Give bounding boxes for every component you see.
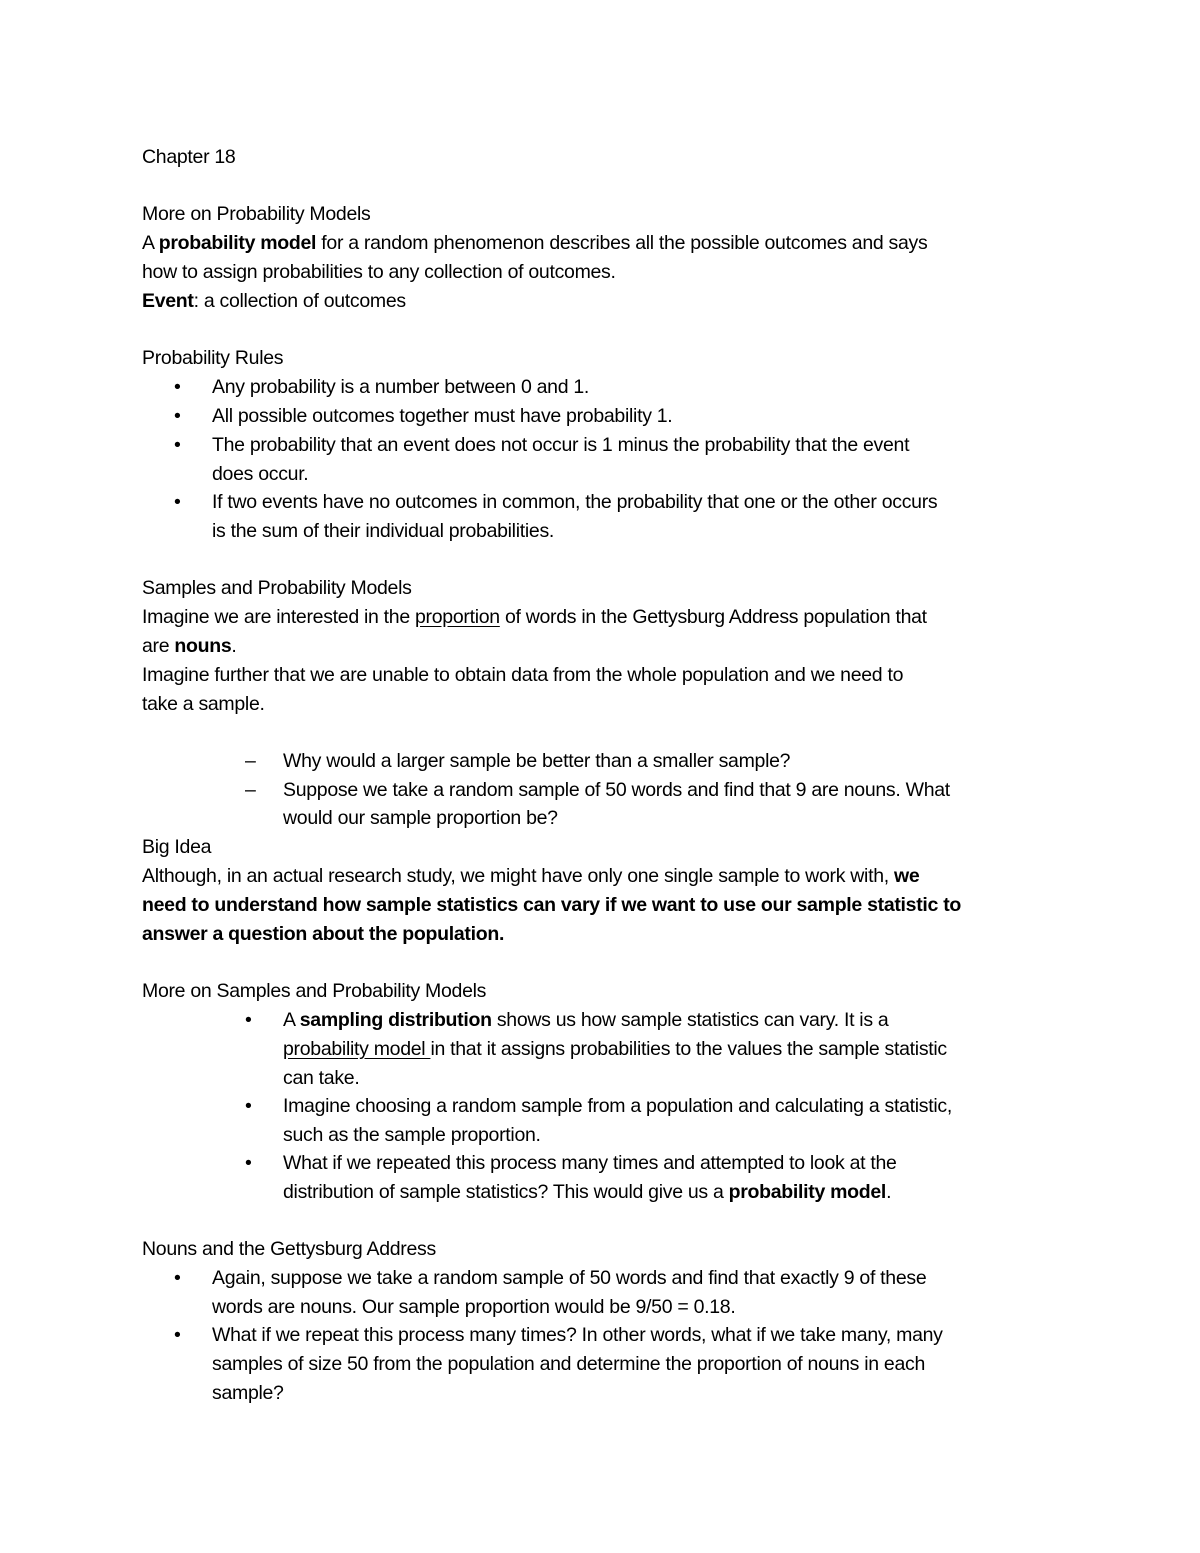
- question-1: Why would a larger sample be better than a smaller sample?: [283, 750, 791, 772]
- term-probability-model: probability model: [158, 232, 317, 254]
- term-event: Event: [142, 290, 194, 312]
- bullet-icon: •: [174, 376, 181, 398]
- text-run: .: [886, 1181, 892, 1203]
- repeated-process-line-1: What if we repeated this process many times and attempted to look at the: [283, 1152, 897, 1174]
- sampling-distribution-line-3: can take.: [283, 1067, 360, 1089]
- term-probability-model-bold: probability model: [728, 1181, 887, 1203]
- text-run: in that it assigns probabilities to the values the sample statistic: [430, 1038, 947, 1060]
- section-heading-probability-models: More on Probability Models: [142, 203, 371, 225]
- question-2-line-1: Suppose we take a random sample of 50 words and find that 9 are nouns. What: [283, 779, 950, 801]
- question-2-line-2: would our sample proportion be?: [283, 807, 558, 829]
- dash-icon: –: [245, 779, 256, 801]
- rule-3-line-2: does occur.: [212, 463, 309, 485]
- text-run: A: [283, 1009, 300, 1031]
- big-idea-line-2: need to understand how sample statistics can vary if we want to use our sample statistic to: [142, 894, 961, 916]
- again-suppose-line-2: words are nouns. Our sample proportion would be 9/50 = 0.18.: [212, 1296, 736, 1318]
- repeat-process-line-3: sample?: [212, 1382, 284, 1404]
- term-sampling-distribution: sampling distribution: [299, 1009, 492, 1031]
- chapter-title: Chapter 18: [142, 146, 236, 168]
- text-run: .: [231, 635, 237, 657]
- samples-paragraph-line-2: [142, 634, 237, 658]
- section-heading-nouns-gettysburg: Nouns and the Gettysburg Address: [142, 1238, 436, 1260]
- section-heading-probability-rules: Probability Rules: [142, 347, 284, 369]
- section-heading-big-idea: Big Idea: [142, 836, 212, 858]
- text-run: shows us how sample statistics can vary. It is a: [491, 1009, 889, 1031]
- samples-paragraph-line-3: Imagine further that we are unable to obtain data from the whole population and we need to: [142, 664, 904, 686]
- bold-text-run: we: [893, 865, 920, 887]
- repeat-process-line-2: samples of size 50 from the population and determine the proportion of nouns in each: [212, 1353, 926, 1375]
- probability-model-definition-line-1: [142, 231, 927, 255]
- bullet-icon: •: [245, 1152, 252, 1174]
- bullet-icon: •: [174, 405, 181, 427]
- again-suppose-line-1: Again, suppose we take a random sample of 50 words and find that exactly 9 of these: [212, 1267, 927, 1289]
- rule-2: All possible outcomes together must have probability 1.: [212, 405, 673, 427]
- sampling-distribution-line-2: [283, 1037, 947, 1061]
- big-idea-line-3: answer a question about the population.: [142, 923, 505, 945]
- bullet-icon: •: [174, 1324, 181, 1346]
- underlined-proportion: proportion: [415, 606, 500, 628]
- probability-model-definition-line-2: how to assign probabilities to any collection of outcomes.: [142, 261, 616, 283]
- rule-4-line-2: is the sum of their individual probabilities.: [212, 520, 555, 542]
- term-nouns: nouns: [174, 635, 232, 657]
- bullet-icon: •: [174, 1267, 181, 1289]
- repeat-process-line-1: What if we repeat this process many times? In other words, what if we take many, many: [212, 1324, 943, 1346]
- bullet-icon: •: [174, 491, 181, 513]
- text-run: are: [142, 635, 175, 657]
- event-definition: [142, 289, 406, 313]
- text-run: of words in the Gettysburg Address population that: [499, 606, 927, 628]
- sampling-distribution-line-1: [283, 1008, 888, 1032]
- big-idea-line-1: [142, 864, 919, 888]
- text-run: for a random phenomenon describes all the possible outcomes and says: [316, 232, 928, 254]
- bullet-icon: •: [174, 434, 181, 456]
- dash-icon: –: [245, 750, 256, 772]
- rule-4-line-1: If two events have no outcomes in common, the probability that one or the other occurs: [212, 491, 938, 513]
- rule-3-line-1: The probability that an event does not occur is 1 minus the probability that the event: [212, 434, 910, 456]
- imagine-choosing-line-1: Imagine choosing a random sample from a population and calculating a statistic,: [283, 1095, 952, 1117]
- text-run: : a collection of outcomes: [193, 290, 406, 312]
- imagine-choosing-line-2: such as the sample proportion.: [283, 1124, 541, 1146]
- text-run: Imagine we are interested in the: [142, 606, 416, 628]
- section-heading-samples: Samples and Probability Models: [142, 577, 412, 599]
- repeated-process-line-2: [283, 1180, 891, 1204]
- section-heading-more-on-samples: More on Samples and Probability Models: [142, 980, 487, 1002]
- text-run: Although, in an actual research study, we might have only one single sample to work with,: [142, 865, 894, 887]
- bullet-icon: •: [245, 1009, 252, 1031]
- samples-paragraph-line-1: [142, 605, 927, 629]
- underlined-probability-model: probability model: [283, 1038, 431, 1060]
- rule-1: Any probability is a number between 0 and 1.: [212, 376, 590, 398]
- samples-paragraph-line-4: take a sample.: [142, 693, 265, 715]
- bullet-icon: •: [245, 1095, 252, 1117]
- text-run: A: [142, 232, 159, 254]
- text-run: distribution of sample statistics? This would give us a: [283, 1181, 729, 1203]
